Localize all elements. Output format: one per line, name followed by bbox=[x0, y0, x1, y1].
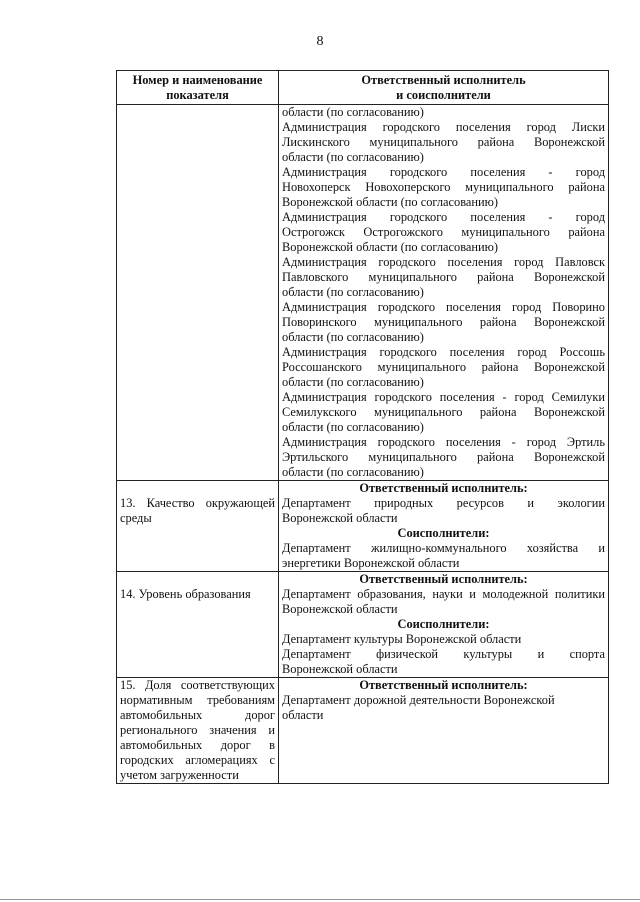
responsible-label: Ответственный исполнитель: bbox=[359, 481, 528, 495]
indicator-line: 15. Доля соответствующих bbox=[120, 678, 275, 692]
responsible-line: Воронежской области bbox=[282, 602, 398, 616]
responsible-line: Россошанского муниципального района Воронежской bbox=[282, 360, 605, 374]
header-indicator-line: показателя bbox=[166, 88, 229, 102]
table-header-row bbox=[117, 71, 609, 105]
table-row-15 bbox=[117, 678, 609, 784]
page-number: 8 bbox=[316, 34, 324, 49]
co-line: энергетики Воронежской области bbox=[282, 556, 460, 570]
indicator-line: регионального значения и bbox=[120, 723, 275, 737]
responsible-line: Департамент природных ресурсов и экологии bbox=[282, 496, 605, 510]
indicator-line: учетом загруженности bbox=[120, 768, 239, 782]
responsible-line: Администрация городского поселения город Лиски bbox=[282, 120, 605, 134]
indicator-line: автомобильных дорог bbox=[120, 708, 275, 722]
responsible-line: области (по согласованию) bbox=[282, 285, 424, 299]
responsible-line: Воронежской области (по согласованию) bbox=[282, 195, 499, 209]
indicator-line: 14. Уровень образования bbox=[120, 587, 251, 601]
co-label: Соисполнители: bbox=[397, 526, 490, 540]
responsible-cell bbox=[279, 572, 609, 678]
responsible-line: Департамент образования, науки и молодежной политики bbox=[282, 587, 605, 601]
responsible-line: Администрация городского поселения город Россошь bbox=[282, 345, 605, 359]
responsible-label: Ответственный исполнитель: bbox=[359, 572, 528, 586]
co-line: Департамент жилищно-коммунального хозяйства и bbox=[282, 541, 605, 555]
responsible-line: Новохоперск Новохоперского муниципального района bbox=[282, 180, 605, 194]
responsible-line: области (по согласованию) bbox=[282, 105, 424, 119]
responsible-line: Воронежской области bbox=[282, 511, 398, 525]
responsible-line: области (по согласованию) bbox=[282, 375, 424, 389]
responsible-line: Администрация городского поселения - город Эртиль bbox=[282, 435, 605, 449]
responsible-line: Воронежской области (по согласованию) bbox=[282, 240, 499, 254]
responsible-line: Администрация городского поселения - город bbox=[282, 210, 605, 224]
responsible-line: Эртильского муниципального района Воронежской bbox=[282, 450, 605, 464]
responsible-cell bbox=[279, 481, 609, 572]
indicator-cell bbox=[117, 678, 279, 784]
indicator-line: нормативным требованиям bbox=[120, 693, 275, 707]
header-responsible bbox=[279, 71, 609, 105]
responsible-line: Администрация городского поселения - город Семилуки bbox=[282, 390, 605, 404]
header-indicator-line: Номер и наименование bbox=[132, 73, 263, 87]
responsible-line: области (по согласованию) bbox=[282, 420, 424, 434]
responsible-line: Департамент дорожной деятельности Воронежской bbox=[282, 693, 555, 707]
indicator-line: 13. Качество окружающей bbox=[120, 496, 275, 510]
responsibility-table bbox=[116, 70, 609, 784]
responsible-line: Острогожск Острогожского муниципального района bbox=[282, 225, 605, 239]
co-line: Воронежской области bbox=[282, 662, 398, 676]
responsible-line: Поворинского муниципального района Воронежской bbox=[282, 315, 605, 329]
responsible-cell bbox=[279, 678, 609, 784]
responsible-line: области (по согласованию) bbox=[282, 150, 424, 164]
co-label: Соисполнители: bbox=[397, 617, 490, 631]
responsible-label: Ответственный исполнитель: bbox=[359, 678, 528, 692]
responsible-line: области bbox=[282, 708, 324, 722]
responsible-line: Лискинского муниципального района Воронежской bbox=[282, 135, 605, 149]
header-responsible-line: и соисполнители bbox=[396, 88, 491, 102]
responsible-line: Администрация городского поселения город Павловск bbox=[282, 255, 605, 269]
responsible-line: Павловского муниципального района Воронежской bbox=[282, 270, 605, 284]
indicator-cell bbox=[117, 481, 279, 572]
responsible-line: Администрация городского поселения - город bbox=[282, 165, 605, 179]
table-row-14 bbox=[117, 572, 609, 678]
header-responsible-line: Ответственный исполнитель bbox=[361, 73, 526, 87]
bottom-edge-line bbox=[0, 899, 640, 900]
responsible-line: Администрация городского поселения город Поворино bbox=[282, 300, 605, 314]
table-row-continuation bbox=[117, 105, 609, 481]
responsible-line: области (по согласованию) bbox=[282, 465, 424, 479]
responsible-cell bbox=[279, 105, 609, 481]
table-row-13 bbox=[117, 481, 609, 572]
indicator-cell bbox=[117, 572, 279, 678]
header-indicator bbox=[117, 71, 279, 105]
indicator-line: городских агломерациях с bbox=[120, 753, 275, 767]
responsible-line: Семилукского муниципального района Воронежской bbox=[282, 405, 605, 419]
co-line: Департамент культуры Воронежской области bbox=[282, 632, 522, 646]
co-line: Департамент физической культуры и спорта bbox=[282, 647, 605, 661]
indicator-line: среды bbox=[120, 511, 152, 525]
responsible-line: области (по согласованию) bbox=[282, 330, 424, 344]
indicator-line: автомобильных дорог в bbox=[120, 738, 275, 752]
indicator-cell-empty bbox=[117, 105, 279, 481]
